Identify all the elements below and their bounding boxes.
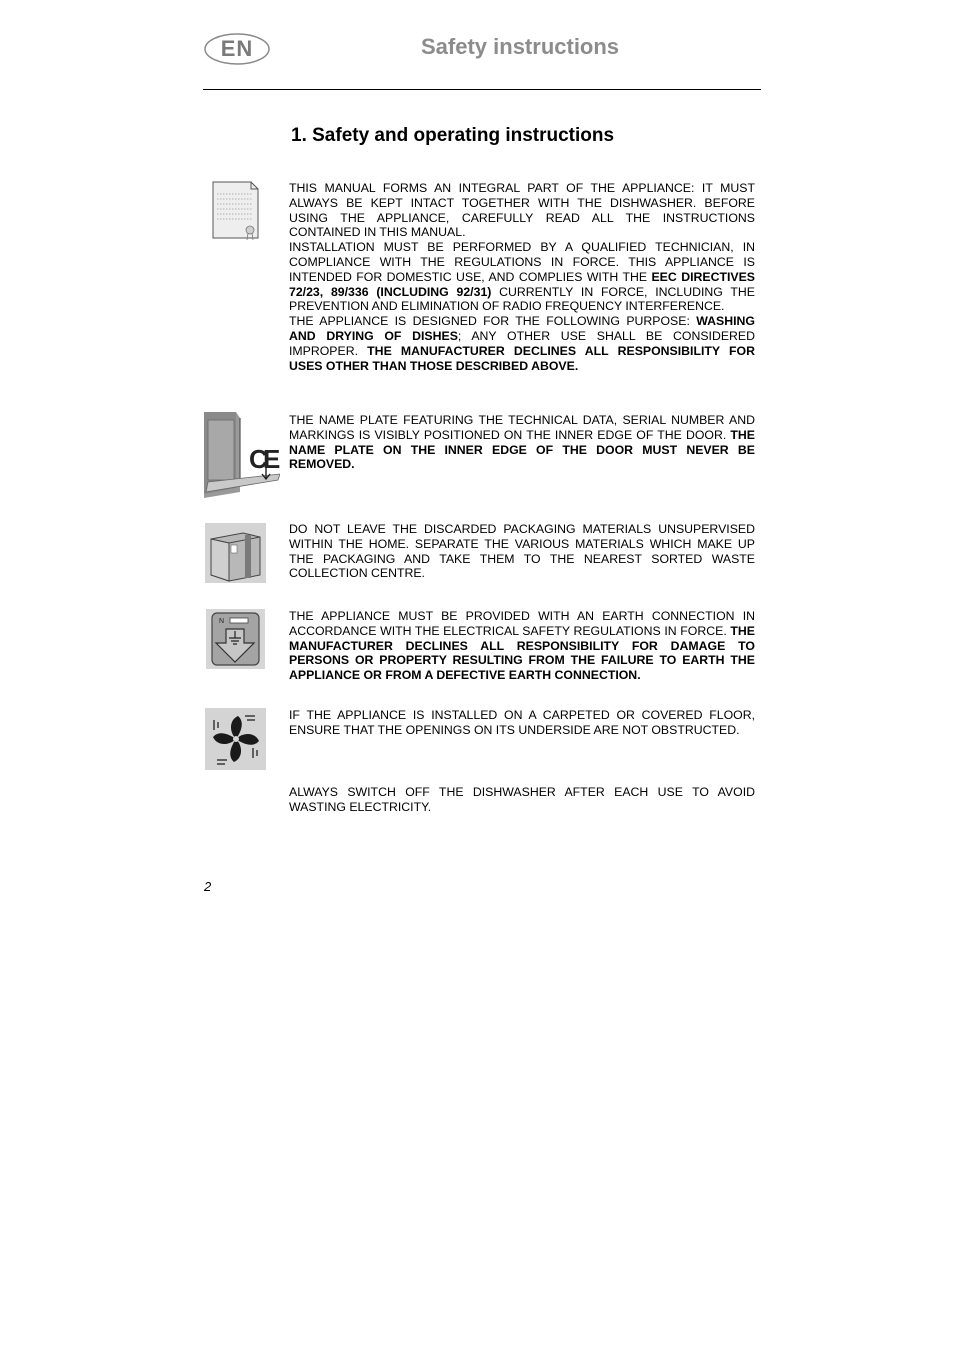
name-plate-text: THE NAME PLATE FEATURING THE TECHNICAL DATA, SERIAL NUMBER AND MARKINGS IS VISIBLY POSITIONED ON THE INNER EDGE OF THE DOOR. — [289, 413, 755, 442]
manual-p3-text-mid: ; ANY OTHER USE SHALL BE CONSIDERED IMPROPER. — [289, 328, 755, 358]
manual-text-block — [289, 181, 755, 373]
earth-text: THE APPLIANCE MUST BE PROVIDED WITH AN EARTH CONNECTION IN ACCORDANCE WITH THE ELECTRICAL SAFETY REGULATIONS IN FORCE. — [289, 609, 755, 638]
manual-paragraph-1: THIS MANUAL FORMS AN INTEGRAL PART OF THE APPLIANCE: IT MUST ALWAYS BE KEPT INTACT TOGETHER WITH THE DISHWASHER. BEFORE USING THE APPLIANCE, CAREFULLY READ ALL THE INSTRUCTIONS CONTAINED IN THIS MANUAL. — [289, 181, 755, 240]
manual-document-icon — [211, 180, 261, 242]
packaging-text-block: DO NOT LEAVE THE DISCARDED PACKAGING MATERIALS UNSUPERVISED WITHIN THE HOME. SEPARATE THE VARIOUS MATERIALS WHICH MAKE UP THE PACKAGING AND TAKE THEM TO THE NEAREST SORTED WASTE COLLECTION CENTRE. — [289, 522, 755, 581]
ventilation-fan-icon — [205, 708, 266, 770]
section-heading: 1. Safety and operating instructions — [291, 125, 615, 146]
header-divider — [203, 89, 761, 90]
ce-name-plate-icon — [204, 412, 280, 498]
ventilation-text-block: IF THE APPLIANCE IS INSTALLED ON A CARPETED OR COVERED FLOOR, ENSURE THAT THE OPENINGS ON ITS UNDERSIDE ARE NOT OBSTRUCTED. — [289, 708, 755, 737]
earth-disclaimer: THE MANUFACTURER DECLINES ALL RESPONSIBILITY FOR DAMAGE TO PERSONS OR PROPERTY RESULTING FROM THE FAILURE TO EARTH THE APPLIANCE OR FROM A DEFECTIVE EARTH CONNECTION. — [289, 623, 755, 683]
svg-text:C: C — [249, 444, 268, 474]
manual-p3-text: THE APPLIANCE IS DESIGNED FOR THE FOLLOWING PURPOSE: — [289, 314, 697, 329]
packaging-box-icon — [205, 523, 266, 583]
svg-text:N: N — [219, 618, 225, 625]
page-number: 2 — [204, 879, 212, 894]
switch-off-text-block: ALWAYS SWITCH OFF THE DISHWASHER AFTER EACH USE TO AVOID WASTING ELECTRICITY. — [289, 785, 755, 814]
eec-directives: EEC DIRECTIVES 72/23, 89/336 (INCLUDING 92/31) — [289, 269, 755, 299]
svg-text:E: E — [263, 444, 280, 474]
manual-paragraph-3 — [289, 314, 755, 373]
manual-disclaimer: THE MANUFACTURER DECLINES ALL RESPONSIBILITY FOR USES OTHER THAN THOSE DESCRIBED ABOVE. — [289, 343, 755, 373]
name-plate-text-block — [289, 413, 755, 472]
language-badge — [203, 31, 271, 67]
manual-p2-text: INSTALLATION MUST BE PERFORMED BY A QUALIFIED TECHNICIAN, IN COMPLIANCE WITH THE REGULATIONS IN FORCE. THIS APPLIANCE IS INTENDED FOR DOMESTIC USE, AND COMPLIES WITH THE — [289, 240, 755, 284]
intended-purpose: WASHING AND DRYING OF DISHES — [289, 314, 755, 343]
page-title: Safety instructions — [421, 34, 620, 59]
earth-connection-icon — [206, 609, 265, 669]
name-plate-warning: THE NAME PLATE ON THE INNER EDGE OF THE DOOR MUST NEVER BE REMOVED. — [289, 427, 755, 472]
language-badge-label: EN — [220, 36, 254, 61]
earth-text-block — [289, 609, 755, 683]
manual-paragraph-2 — [289, 240, 755, 314]
manual-p2-text-end: CURRENTLY IN FORCE, INCLUDING THE PREVENTION AND ELIMINATION OF RADIO FREQUENCY INTERFERENCE. — [289, 284, 755, 314]
